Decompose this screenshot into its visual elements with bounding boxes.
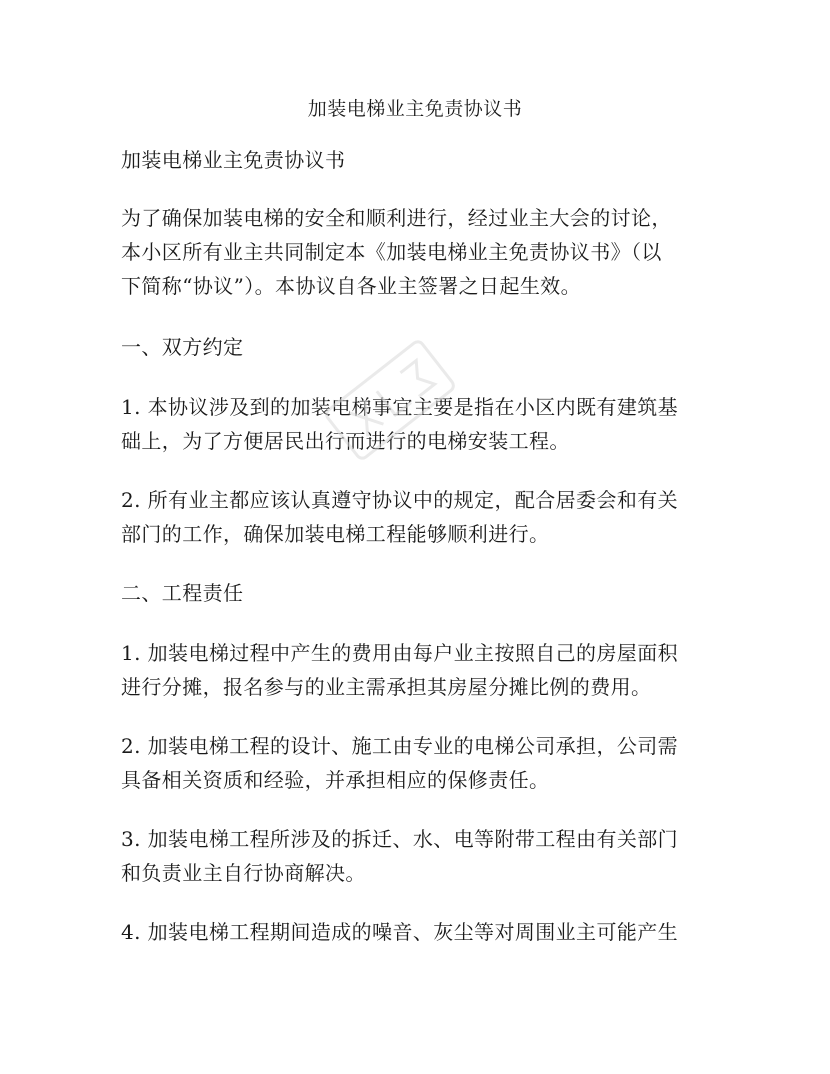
section-2-heading: [121, 576, 721, 610]
subtitle-line: 加装电梯业主免责协议书: [121, 148, 346, 172]
section-2-item-3: [121, 822, 721, 890]
clause-line: 具备相关资质和经验，并承担相应的保修责任。: [121, 768, 550, 792]
section-2-item-4: [121, 915, 721, 949]
intro-line: 本小区所有业主共同制定本《加装电梯业主免责协议书》（以: [121, 240, 662, 264]
clause-line: 2. 加装电梯工程的设计、施工由专业的电梯公司承担，公司需: [121, 734, 679, 758]
section-2-item-2: [121, 729, 721, 797]
clause-line: 1. 加装电梯过程中产生的费用由每户业主按照自己的房屋面积: [121, 641, 679, 665]
intro-line: 为了确保加装电梯的安全和顺利进行，经过业主大会的讨论，: [121, 206, 672, 230]
section-heading: 二、工程责任: [121, 581, 244, 605]
clause-line: 3. 加装电梯工程所涉及的拆迁、水、电等附带工程由有关部门: [121, 827, 679, 851]
section-2-item-1: [121, 636, 721, 704]
document-title: 加装电梯业主免责协议书: [307, 98, 523, 120]
clause-line: 础上，为了方便居民出行而进行的电梯安装工程。: [121, 429, 570, 453]
section-1-heading: [121, 330, 721, 364]
section-1-item-1: [121, 390, 721, 458]
clause-line: 和负责业主自行协商解决。: [121, 861, 366, 885]
intro-line: 下简称“协议”）。本协议自各业主签署之日起生效。: [121, 274, 582, 298]
clause-line: 1. 本协议涉及到的加装电梯事宜主要是指在小区内既有建筑基: [121, 395, 679, 419]
clause-line: 进行分摊，报名参与的业主需承担其房屋分摊比例的费用。: [121, 675, 652, 699]
section-1-item-2: [121, 483, 721, 551]
clause-line: 部门的工作，确保加装电梯工程能够顺利进行。: [121, 522, 550, 546]
intro-paragraph: [121, 201, 721, 303]
clause-line: 2. 所有业主都应该认真遵守协议中的规定，配合居委会和有关: [121, 488, 679, 512]
clause-line: 4. 加装电梯工程期间造成的噪音、灰尘等对周围业主可能产生: [121, 920, 679, 944]
section-heading: 一、双方约定: [121, 335, 244, 359]
document-subtitle: [121, 143, 721, 177]
